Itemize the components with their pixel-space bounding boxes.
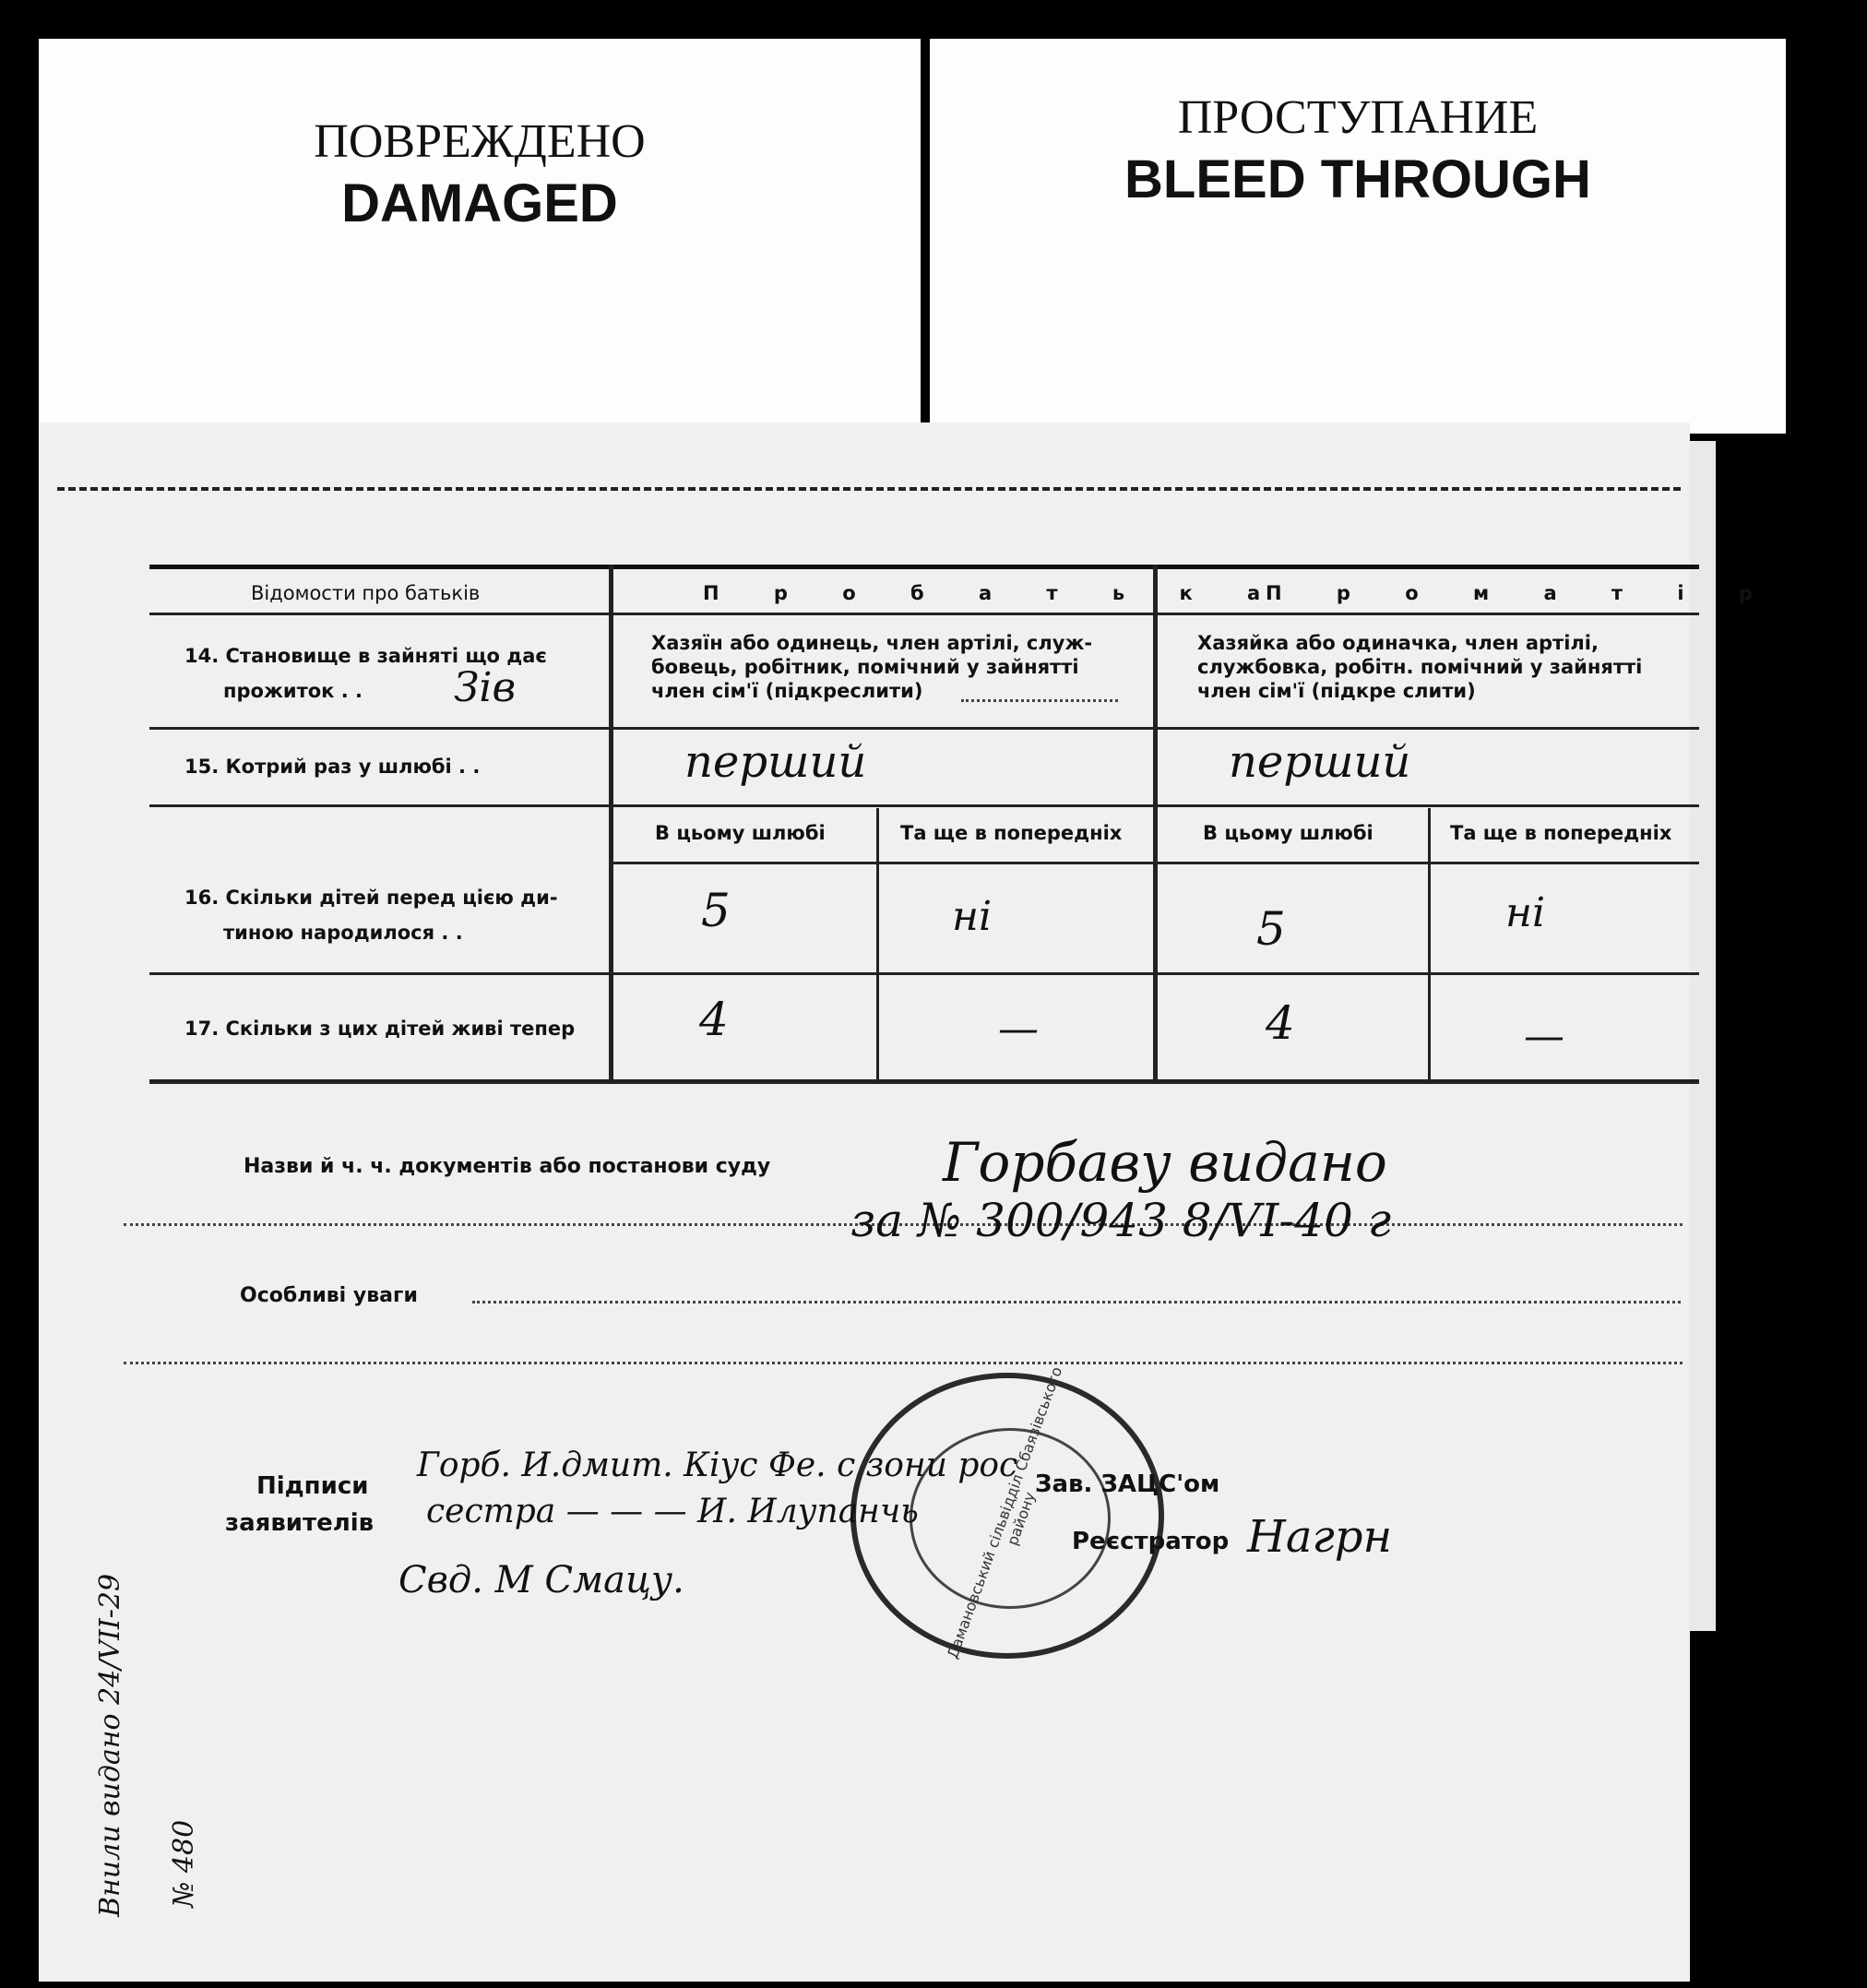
row17-mother-this: 4: [1266, 996, 1295, 1050]
perforation-line: [57, 487, 1681, 491]
table-bottom-rule: [149, 1079, 1699, 1084]
header-father: П р о б а т ь к а: [703, 582, 1285, 604]
documents-hw-2: за № 300/943 8/VI-40 г: [850, 1194, 1391, 1247]
row14-handwritten: Зів: [454, 664, 517, 711]
row14-father-dots: [961, 699, 1118, 702]
row14-father-2: бовець, робітник, помічний у зайнятті: [651, 656, 1079, 678]
margin-number: № 480: [168, 1819, 200, 1908]
row14-rule: [149, 727, 1699, 730]
sub-mother-prev: Та ще в попередніх: [1450, 822, 1672, 844]
underlying-page-edge: [1688, 441, 1716, 1631]
bleed-through-target-card: [930, 39, 1786, 434]
damaged-target-card: [39, 39, 921, 445]
row16-father-prev: ні: [952, 893, 993, 940]
row14-label-1: 14. Становище в зайняті що дає: [184, 645, 547, 667]
row14-father-1: Хазяїн або одинець, член артілі, служ-: [651, 632, 1093, 654]
row14-mother-3: член сім'ї (підкре слити): [1197, 680, 1476, 702]
row17-father-this: 4: [699, 993, 729, 1046]
row17-mother-prev: —: [1524, 1013, 1564, 1060]
documents-hw-1: Горбаву видано: [943, 1131, 1387, 1194]
damaged-label-ru: ПОВРЕЖДЕНО: [314, 115, 646, 168]
row16-mother-this: 5: [1256, 902, 1286, 956]
document-sheet: [39, 423, 1777, 1982]
remarks-dots-2: [124, 1362, 1683, 1364]
applicant-signature-1: Горб. И.дмит. Кіус Фе. с зони рос: [417, 1446, 1018, 1484]
sub-mother-this: В цьому шлюбі: [1203, 822, 1373, 844]
table-top-rule: [149, 565, 1699, 569]
father-subcol-divider: [876, 808, 879, 1081]
applicants-label-1: Підписи: [256, 1472, 369, 1500]
row16-mother-prev: ні: [1505, 889, 1546, 936]
sub-father-this: В цьому шлюбі: [655, 822, 826, 844]
header-rule: [149, 613, 1699, 615]
row17-father-prev: —: [998, 1006, 1039, 1053]
sub-father-prev: Та ще в попередніх: [900, 822, 1123, 844]
header-mother: П р о м а т і р: [1266, 582, 1777, 604]
registrar-signature: Нагрн: [1247, 1511, 1393, 1563]
documents-label: Назви й ч. ч. документів або постанови суду: [244, 1155, 771, 1178]
col-divider-1: [609, 565, 613, 1081]
margin-note: Внили видано 24/VII-29: [94, 1573, 126, 1917]
row16-label-1: 16. Скільки дітей перед цією ди-: [184, 887, 558, 909]
row14-father-3: член сім'ї (підкреслити): [651, 680, 923, 702]
applicant-signature-2: сестра — — — И. Илупанчь: [426, 1493, 919, 1530]
applicants-label-2: заявителів: [225, 1509, 375, 1537]
damaged-label-en: DAMAGED: [341, 173, 618, 233]
row15-rule: [149, 804, 1699, 807]
bleed-through-label-en: BLEED THROUGH: [1124, 149, 1591, 209]
row17-label: 17. Скільки з цих дітей живі тепер: [184, 1018, 576, 1040]
remarks-label: Особливі уваги: [240, 1284, 418, 1307]
registrar-label: Реєстратор: [1072, 1528, 1230, 1555]
header-col1: Відомости про батьків: [251, 582, 481, 604]
row15-label: 15. Котрий раз у шлюбі . .: [184, 756, 481, 778]
stamp-text: Дамановський сільвідділ Сбаязівського району: [943, 1364, 1066, 1661]
mother-subcol-divider: [1428, 808, 1431, 1081]
row15-mother-value: перший: [1229, 736, 1411, 788]
row14-label-2: прожиток . .: [223, 680, 363, 702]
remarks-dots-1: [472, 1301, 1681, 1304]
head-zags-label: Зав. ЗАЦС'ом: [1035, 1470, 1220, 1498]
row16-rule: [149, 972, 1699, 975]
row15-father-value: перший: [684, 736, 867, 788]
witness-signature: Свд. М Смацу.: [398, 1559, 684, 1601]
col-divider-2: [1153, 565, 1158, 1081]
row16-label-2: тиною народилося . .: [223, 922, 463, 944]
bleed-through-label-ru: ПРОСТУПАНИЕ: [1177, 91, 1539, 144]
row16-father-this: 5: [701, 884, 731, 937]
row14-mother-1: Хазяйка або одиначка, член артілі,: [1197, 632, 1599, 654]
row14-mother-2: службовка, робітн. помічний у зайнятті: [1197, 656, 1643, 678]
